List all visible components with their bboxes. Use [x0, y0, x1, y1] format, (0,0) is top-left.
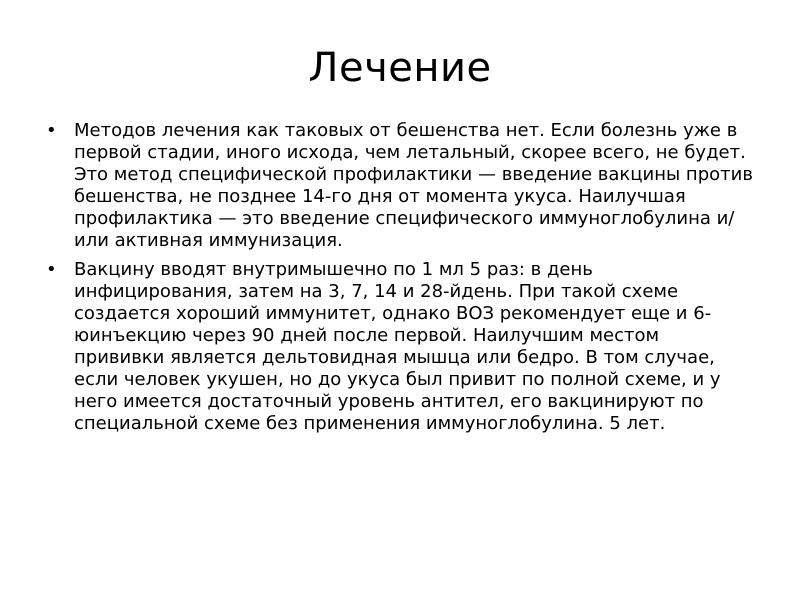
bullet-text: Методов лечения как таковых от бешенства нет. Если болезнь уже в первой стадии, иного исхода, чем летальный, скорее всего, не будет. Это метод специфической профилактики — введение вакцины против бешенства, не позднее 14-го дня от момента укуса. Наилучшая профилактика — это введение специфического иммуноглобулина и/или активная иммунизация.	[74, 120, 753, 251]
bullet-item-vaccination	[38, 259, 754, 435]
bullet-item-treatment	[38, 120, 754, 252]
bullet-dot-icon: •	[46, 259, 57, 280]
slide-title: Лечение	[308, 45, 492, 91]
bullet-text: Вакцину вводят внутримышечно по 1 мл 5 раз: в день инфицирования, затем на 3, 7, 14 и 28-йдень. При такой схеме создается хороший иммунитет, однако ВОЗ рекомендует еще и 6-юинъекцию через 90 дней после первой. Наилучшим местом прививки является дельтовидная мышца или бедро. В том случае, если человек укушен, но до укуса был привит по полной схеме, и у него имеется достаточный уровень антител, его вакцинируют по специальной схеме без применения иммуноглобулина. 5 лет.	[74, 259, 721, 434]
bullet-list	[38, 120, 754, 442]
bullet-dot-icon: •	[46, 120, 57, 141]
